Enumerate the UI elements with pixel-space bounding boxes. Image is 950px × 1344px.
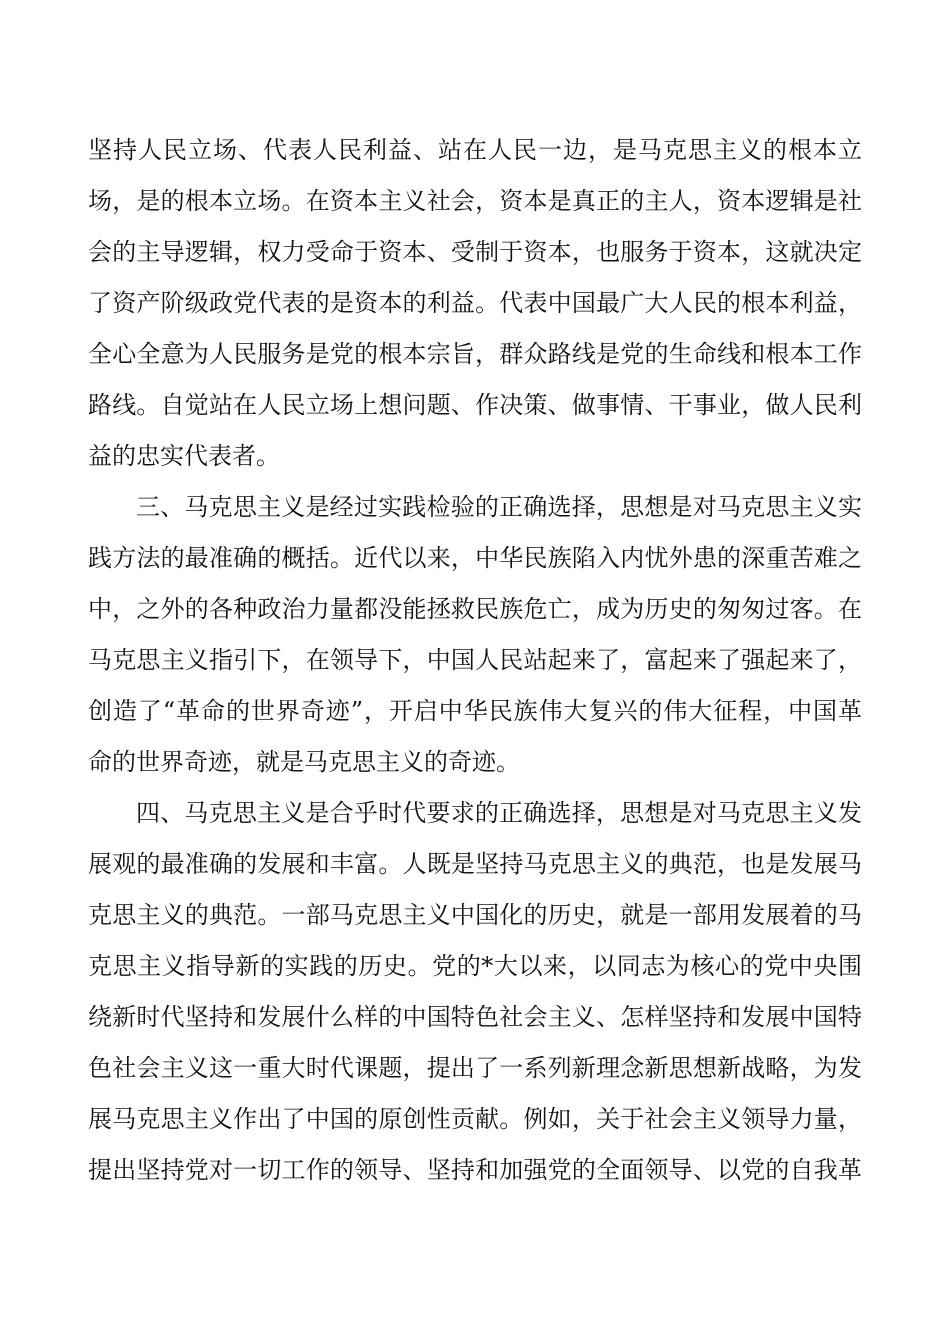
paragraph-1-line-4: 了资产阶级政党代表的是资本的利益。代表中国最广大人民的根本利益， xyxy=(88,289,862,317)
paragraph-3-line-2: 展观的最准确的发展和丰富。人既是坚持马克思主义的典范，也是发展马 xyxy=(88,850,862,878)
paragraph-3-line-1: 四、马克思主义是合乎时代要求的正确选择，思想是对马克思主义发 xyxy=(136,799,862,827)
paragraph-1-line-1: 坚持人民立场、代表人民利益、站在人民一边，是马克思主义的根本立 xyxy=(88,136,862,164)
paragraph-2-line-4: 马克思主义指引下，在领导下，中国人民站起来了，富起来了强起来了， xyxy=(88,646,862,674)
paragraph-2-line-2: 践方法的最准确的概括。近代以来，中华民族陷入内忧外患的深重苦难之 xyxy=(88,544,862,572)
paragraph-3-line-7: 展马克思主义作出了中国的原创性贡献。例如，关于社会主义领导力量， xyxy=(88,1105,862,1133)
paragraph-3-line-5: 绕新时代坚持和发展什么样的中国特色社会主义、怎样坚持和发展中国特 xyxy=(88,1003,862,1031)
paragraph-2-line-6: 命的世界奇迹，就是马克思主义的奇迹。 xyxy=(88,748,520,776)
paragraph-1-line-5: 全心全意为人民服务是党的根本宗旨，群众路线是党的生命线和根本工作 xyxy=(88,340,862,368)
paragraph-3-line-4: 克思主义指导新的实践的历史。党的*大以来，以同志为核心的党中央围 xyxy=(88,952,862,980)
paragraph-1-line-7: 益的忠实代表者。 xyxy=(88,442,280,470)
paragraph-1-line-6: 路线。自觉站在人民立场上想问题、作决策、做事情、干事业，做人民利 xyxy=(88,391,862,419)
paragraph-2-line-3: 中，之外的各种政治力量都没能拯救民族危亡，成为历史的匆匆过客。在 xyxy=(88,595,862,623)
paragraph-2-line-5: 创造了“革命的世界奇迹”，开启中华民族伟大复兴的伟大征程，中国革 xyxy=(88,697,862,725)
paragraph-3-line-6: 色社会主义这一重大时代课题，提出了一系列新理念新思想新战略，为发 xyxy=(88,1054,862,1082)
paragraph-3-line-8: 提出坚持党对一切工作的领导、坚持和加强党的全面领导、以党的自我革 xyxy=(88,1156,862,1184)
paragraph-1-line-3: 会的主导逻辑，权力受命于资本、受制于资本，也服务于资本，这就决定 xyxy=(88,238,862,266)
paragraph-2-line-1: 三、马克思主义是经过实践检验的正确选择，思想是对马克思主义实 xyxy=(136,493,862,521)
paragraph-1-line-2: 场，是的根本立场。在资本主义社会，资本是真正的主人，资本逻辑是社 xyxy=(88,187,862,215)
paragraph-3-line-3: 克思主义的典范。一部马克思主义中国化的历史，就是一部用发展着的马 xyxy=(88,901,862,929)
